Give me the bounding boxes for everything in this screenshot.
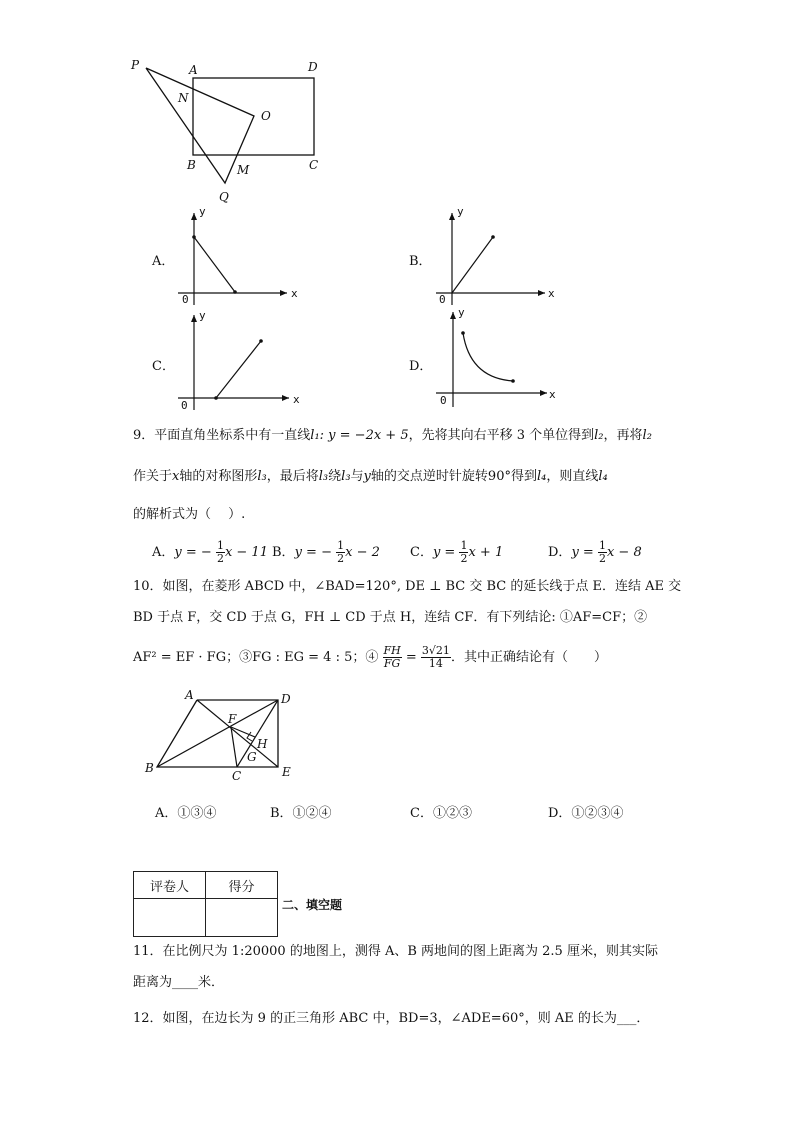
label-B: B [187,158,196,172]
q9-line2: 作关于x轴的对称图形l₃，最后将l₃绕l₃与y轴的交点逆时针旋转90°得到l₄，则直线l₄ [133,469,608,484]
rhombus-label-D: D [281,692,291,706]
rhombus-label-F: F [228,712,237,726]
rhombus-label-A: A [185,688,194,702]
grader-table [133,871,278,937]
label-M: M [237,163,250,177]
q9-option-d: D．y = $\frac{1}{2}$ x − 8 [548,539,642,565]
graph-option-c-label: C． [152,359,175,374]
label-C: C [309,158,319,172]
q11-line2: 距离为____米． [133,975,225,990]
label-P: P [131,58,140,72]
q10-option-a: A．①③④ [155,806,217,821]
graph-b-origin: 0 [439,293,446,306]
grader-header-score: 得分 [206,872,278,899]
graph-c-origin: 0 [181,399,188,412]
q9-option-a: A．y = − $\frac{1}{2}$ x − 11 [152,539,268,565]
graph-option-d-label: D． [409,359,433,374]
grader-header-reviewer: 评卷人 [134,872,206,899]
label-A: A [189,63,198,77]
q10-option-d: D．①②③④ [548,806,624,821]
grader-cell-score[interactable] [206,899,278,937]
rhombus-label-C: C [232,769,242,783]
q9-line1: 9．平面直角坐标系中有一直线l₁: y = −2x + 5，先将其向右平移 3 个单位得到l₂，再将l₂ [133,428,652,443]
graph-a-y: y [199,205,206,218]
graph-d-x: x [549,388,556,401]
grader-cell-reviewer[interactable] [134,899,206,937]
graph-option-b-label: B． [409,254,432,269]
rhombus-label-B: B [145,761,154,775]
graph-c-x: x [293,393,300,406]
label-N: N [178,91,189,105]
graph-c-y: y [199,309,206,322]
q10-line3: AF² = EF · FG；③FG : EG = 4 : 5；④ $\frac{FH}{FG}$ = $\frac{3√21}{14}$ ．其中正确结论有（ ） [133,644,607,670]
graph-d-y: y [458,306,465,319]
section-heading-fill-blank: 二、填空题 [282,898,343,912]
q12-line1: 12．如图，在边长为 9 的正三角形 ABC 中，BD=3，∠ADE=60°，则 AE 的长为___． [133,1011,650,1026]
q9-option-c: C．y = $\frac{1}{2}$ x + 1 [410,539,504,565]
q11-line1: 11．在比例尺为 1:20000 的地图上，测得 A、B 两地间的图上距离为 2.5 厘米，则其实际 [133,944,658,959]
label-Q: Q [219,190,229,204]
label-O: O [261,109,271,123]
graph-d-origin: 0 [440,394,447,407]
q10-option-b: B．①②④ [270,806,332,821]
rhombus-label-E: E [282,765,291,779]
graph-a-x: x [291,287,298,300]
q9-option-b: B．y = − $\frac{1}{2}$ x − 2 [272,539,380,565]
q10-line2: BD 于点 F，交 CD 于点 G，FH ⊥ CD 于点 H，连结 CF．有下列结论: ①AF=CF；② [133,610,648,625]
graph-option-a-label: A． [152,254,175,269]
graph-b-x: x [548,287,555,300]
rhombus-label-H: H [257,737,268,751]
rhombus-label-G: G [247,750,257,764]
q9-line3: 的解析式为（ ）. [133,507,246,522]
graph-b-y: y [457,205,464,218]
graph-a-origin: 0 [182,293,189,306]
q10-option-c: C．①②③ [410,806,472,821]
label-D: D [308,60,318,74]
q10-line1: 10．如图，在菱形 ABCD 中，∠BAD=120°, DE ⊥ BC 交 BC 的延长线于点 E．连结 AE 交 [133,579,682,594]
